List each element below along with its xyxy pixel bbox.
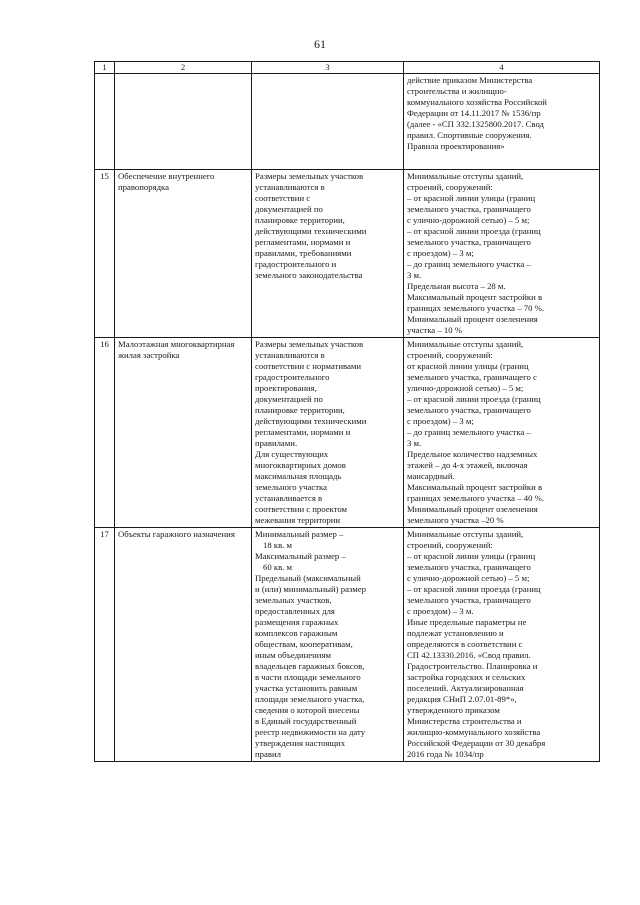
text-line: Предельный (максимальный [255, 573, 361, 583]
text-line: владельцев гаражных боксов, [255, 661, 365, 671]
text-line: документацией по [255, 394, 323, 404]
text-line: правил [255, 749, 281, 759]
parameters-cell [404, 528, 600, 762]
text-line: документацией по [255, 204, 323, 214]
text-line: иным объединениям [255, 650, 331, 660]
text-line: – от красной линии улицы (границ [407, 193, 536, 203]
text-line: Иные предельные параметры не [407, 617, 527, 627]
table-row-17 [95, 528, 600, 762]
text-line: поселений. Актуализированная [407, 683, 524, 693]
text-line: 3 м. [407, 438, 422, 448]
text-line: 60 кв. м [263, 562, 293, 572]
text-line: действующими техническими [255, 416, 367, 426]
text-line: планировке территории, [255, 215, 345, 225]
text-line: межевания территории [255, 515, 341, 525]
header-cell-3: 3 [252, 62, 404, 74]
text-line: с проездом) – 3 м. [407, 606, 474, 616]
text-line: предоставленных для [255, 606, 335, 616]
text-line: строений, сооружений: [407, 350, 493, 360]
text-line: Минимальные отступы зданий, [407, 171, 524, 181]
text-line: в Единый государственный [255, 716, 357, 726]
text-line: – от красной линии проезда (границ [407, 394, 541, 404]
table-row-15 [95, 170, 600, 338]
text-line: редакция СНиП 2.07.01-89*», [407, 694, 517, 704]
parameters-cell [404, 338, 600, 528]
text-line: устанавливается в [255, 493, 323, 503]
continuation-size-cell [252, 74, 404, 170]
text-line: земельного участка [255, 482, 327, 492]
continuation-line: коммунального хозяйства Российской [407, 97, 547, 107]
text-line: регламентами, нормами и [255, 237, 351, 247]
text-line: Минимальные отступы зданий, [407, 339, 524, 349]
text-line: 2016 года № 1034/пр [407, 749, 484, 759]
text-line: Максимальный процент застройки в [407, 482, 543, 492]
text-line: земельного участка, граничащего [407, 405, 531, 415]
text-line: Минимальные отступы зданий, [407, 529, 524, 539]
text-line: земельного участка, граничащего [407, 237, 531, 247]
text-line: регламентами, нормами и [255, 427, 351, 437]
table-header-row [95, 62, 600, 74]
text-line: земельного участка, граничащего с [407, 372, 537, 382]
text-line: определяются в соответствии с [407, 639, 523, 649]
text-line: этажей – до 4-х этажей, включая [407, 460, 528, 470]
text-line: градостроительного [255, 372, 330, 382]
text-line: с проездом) – 3 м; [407, 416, 474, 426]
text-line: жилищно-коммунального хозяйства [407, 727, 541, 737]
text-line: утверждения настоящих [255, 738, 346, 748]
text-line: участка – 10 % [407, 325, 462, 335]
text-line: Предельная высота – 28 м. [407, 281, 506, 291]
text-line: земельного участка –20 % [407, 515, 504, 525]
text-line: Минимальный размер – [255, 529, 344, 539]
text-line: соответствии с [255, 193, 311, 203]
text-line: с улично-дорожной сетью) – 5 м; [407, 215, 530, 225]
text-line: – до границ земельного участка – [407, 259, 531, 269]
text-line: устанавливаются в [255, 350, 325, 360]
text-line: Для существующих [255, 449, 329, 459]
parameters-cell [404, 170, 600, 338]
text-line: Предельное количество надземных [407, 449, 538, 459]
text-line: участка установить равным [255, 683, 358, 693]
plot-size-cell [252, 528, 404, 762]
text-line: обществам, кооперативам, [255, 639, 353, 649]
text-line: Максимальный размер – [255, 551, 346, 561]
text-line: застройка городских и сельских [407, 672, 526, 682]
text-line: строений, сооружений: [407, 540, 493, 550]
continuation-line: действие приказом Министерства [407, 75, 533, 85]
text-line: и (или) минимальный) размер [255, 584, 366, 594]
text-line: мансардный. [407, 471, 455, 481]
text-line: подлежат установлению и [407, 628, 504, 638]
header-cell-4: 4 [404, 62, 600, 74]
use-name: Обеспечение внутреннего правопорядка [115, 170, 252, 338]
text-line: – от красной линии проезда (границ [407, 226, 541, 236]
text-line: земельных участков, [255, 595, 332, 605]
text-line: Размеры земельных участков [255, 339, 364, 349]
plot-size-cell [252, 170, 404, 338]
row-number: 17 [95, 528, 115, 762]
table-row-16 [95, 338, 600, 528]
text-line: земельного участка, граничащего [407, 595, 531, 605]
row-number: 16 [95, 338, 115, 528]
text-line: Российской Федерации от 30 декабря [407, 738, 546, 748]
text-line: соответствии с проектом [255, 504, 348, 514]
text-line: СП 42.13330.2016. «Свод правил. [407, 650, 531, 660]
text-line: улично-дорожной сетью) – 5 м; [407, 383, 524, 393]
continuation-line: правил. Спортивные сооружения. [407, 130, 532, 140]
text-line: – до границ земельного участка – [407, 427, 531, 437]
text-line: утвержденного приказом [407, 705, 500, 715]
text-line: многоквартирных домов [255, 460, 346, 470]
continuation-line: (далее - «СП 332.1325800.2017. Свод [407, 119, 544, 129]
text-line: Градостроительство. Планировка и [407, 661, 538, 671]
header-cell-2: 2 [115, 62, 252, 74]
row-number: 15 [95, 170, 115, 338]
plot-size-cell [252, 338, 404, 528]
use-name: Малоэтажная многоквартирная жилая застройка [115, 338, 252, 528]
continuation-line: Федерации от 14.11.2017 № 1536/пр [407, 108, 541, 118]
text-line: размещения гаражных [255, 617, 339, 627]
text-line: в части площади земельного [255, 672, 361, 682]
text-line: соответствии с нормативами [255, 361, 361, 371]
text-line: границах земельного участка – 70 %. [407, 303, 544, 313]
table-row-continuation [95, 74, 600, 170]
text-line: градостроительного и [255, 259, 337, 269]
text-line: Минимальный процент озеленения [407, 504, 538, 514]
text-line: – от красной линии улицы (границ [407, 551, 536, 561]
text-line: площади земельного участка, [255, 694, 365, 704]
text-line: правилами. [255, 438, 298, 448]
continuation-line: строительства и жилищно- [407, 86, 507, 96]
text-line: от красной линии улицы (границ [407, 361, 529, 371]
continuation-line: Правила проектирования» [407, 141, 505, 151]
text-line: земельного участка, граничащего [407, 562, 531, 572]
text-line: 18 кв. м [263, 540, 293, 550]
text-line: Минимальный процент озеленения [407, 314, 538, 324]
text-line: с улично-дорожной сетью) – 5 м; [407, 573, 530, 583]
text-line: сведения о которой внесены [255, 705, 360, 715]
page-number: 61 [314, 37, 326, 51]
header-cell-1: 1 [95, 62, 115, 74]
text-line: планировке территории, [255, 405, 345, 415]
text-line: границах земельного участка – 40 %. [407, 493, 544, 503]
text-line: – от красной линии проезда (границ [407, 584, 541, 594]
text-line: Министерства строительства и [407, 716, 522, 726]
text-line: действующими техническими [255, 226, 367, 236]
text-line: максимальная площадь [255, 471, 342, 481]
use-name: Объекты гаражного назначения [115, 528, 252, 762]
text-line: 3 м. [407, 270, 422, 280]
text-line: Размеры земельных участков [255, 171, 364, 181]
text-line: земельного законодательства [255, 270, 363, 280]
text-line: проектирования, [255, 383, 317, 393]
text-line: комплексов гаражным [255, 628, 338, 638]
text-line: правилами, требованиями [255, 248, 352, 258]
continuation-name-cell [115, 74, 252, 170]
continuation-params-cell [404, 74, 600, 170]
text-line: Максимальный процент застройки в [407, 292, 543, 302]
text-line: реестр недвижимости на дату [255, 727, 366, 737]
text-line: с проездом) – 3 м; [407, 248, 474, 258]
text-line: строений, сооружений: [407, 182, 493, 192]
continuation-num-cell [95, 74, 115, 170]
text-line: земельного участка, граничащего [407, 204, 531, 214]
land-use-table [94, 61, 600, 762]
text-line: устанавливаются в [255, 182, 325, 192]
